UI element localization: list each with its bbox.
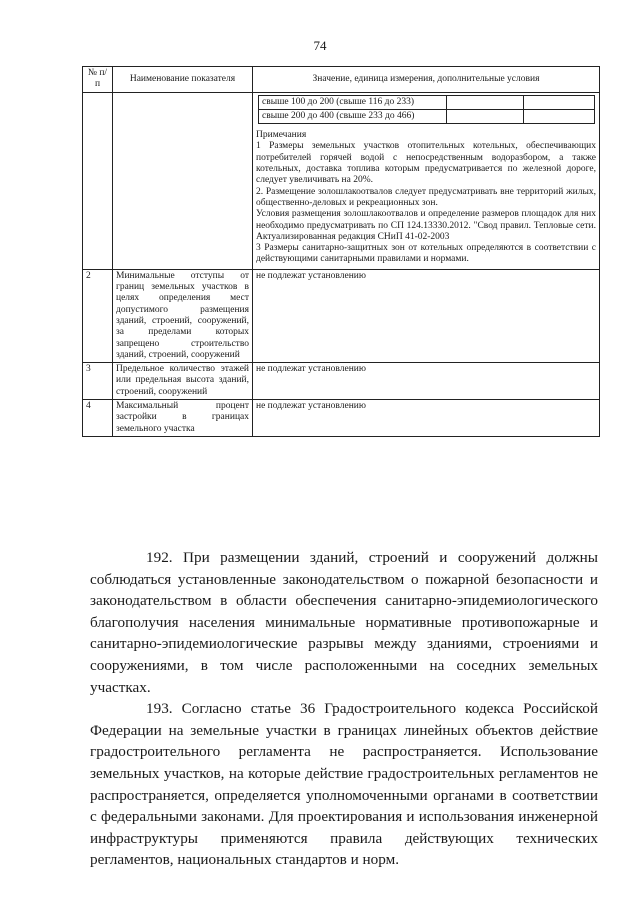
row-value: не подлежат установлению (253, 363, 600, 400)
row-num: 2 (83, 269, 113, 362)
row-name: Минимальные отступы от границ земельных участков в целях определения мест допустимого размещения зданий, строений, сооружений, за пределами которых запрещено строительство зданий, строений, сооружений (113, 269, 253, 362)
inner-row-label: свыше 200 до 400 (свыше 233 до 466) (259, 109, 447, 123)
inner-cell-empty (524, 109, 595, 123)
inner-cell-empty (447, 95, 524, 109)
note-3: 3 Размеры санитарно-защитных зон от котельных определяются в соответствии с действующими санитарными правилами и нормами. (256, 243, 596, 265)
regulations-table (82, 66, 600, 437)
inner-cell-empty (524, 95, 595, 109)
row-value: не подлежат установлению (253, 400, 600, 437)
row-name: Максимальный процент застройки в границах земельного участка (113, 400, 253, 437)
row-name: Предельное количество этажей или предельная высота зданий, строений, сооружений (113, 363, 253, 400)
table-row (83, 363, 600, 400)
inner-row-label: свыше 100 до 200 (свыше 116 до 233) (259, 95, 447, 109)
header-value: Значение, единица измерения, дополнительные условия (253, 67, 600, 93)
inner-size-table (258, 95, 595, 125)
table-row (83, 269, 600, 362)
inner-row (259, 95, 595, 109)
table-header-row (83, 67, 600, 93)
inner-row (259, 109, 595, 123)
note-1: 1 Размеры земельных участков отопительных котельных, обеспечивающих потребителей горячей водой с непосредственным водоразбором, а также котельных, доставка топлива которым предусматривается по железной дороге, следует увеличивать на 20%. (256, 141, 596, 186)
note-2b: Условия размещения золошлакоотвалов и определение размеров площадок для них необходимо предусматривать по СП 124.13330.2012. "Свод правил. Тепловые сети. Актуализированная редакция СНиП 41-02-2003 (256, 209, 596, 242)
paragraph-193: 193. Согласно статье 36 Градостроительного кодекса Российской Федерации на земельные участки в границах линейных объектов действие градостроительного регламента не распространяется. Использование земельных участков, на которые действие градостроительных регламентов не распространяется, определяется уполномоченными органами в соответствии с федеральными законами. Для проектирования и использования инженерной инфраструктуры применяются правила действующих технических регламентов, национальных стандартов и норм. (90, 700, 598, 869)
cell-empty (83, 92, 113, 269)
table-row (83, 400, 600, 437)
row-num: 3 (83, 363, 113, 400)
body-text (90, 547, 598, 871)
row-num: 4 (83, 400, 113, 437)
note-2a: 2. Размещение золошлакоотвалов следует предусматривать вне территорий жилых, общественно-деловых и рекреационных зон. (256, 186, 596, 208)
cell-empty (113, 92, 253, 269)
notes-title: Примечания (256, 130, 307, 141)
page-number: 74 (313, 38, 327, 53)
header-name: Наименование показателя (113, 67, 253, 93)
paragraph-192: 192. При размещении зданий, строений и сооружений должны соблюдаться установленные законодательством о пожарной безопасности и законодательством в области обеспечения санитарно-эпидемиологического благополучия населения минимальные нормативные противопожарные и санитарно-эпидемиологические разрывы между зданиями, строениями и сооружениями, в том числе расположенными на соседних земельных участках. (90, 549, 598, 696)
inner-cell-empty (447, 109, 524, 123)
table-row (83, 92, 600, 269)
cell-value-continued (253, 92, 600, 269)
row-value: не подлежат установлению (253, 269, 600, 362)
notes-block (256, 130, 596, 268)
header-num: № п/п (83, 67, 113, 93)
